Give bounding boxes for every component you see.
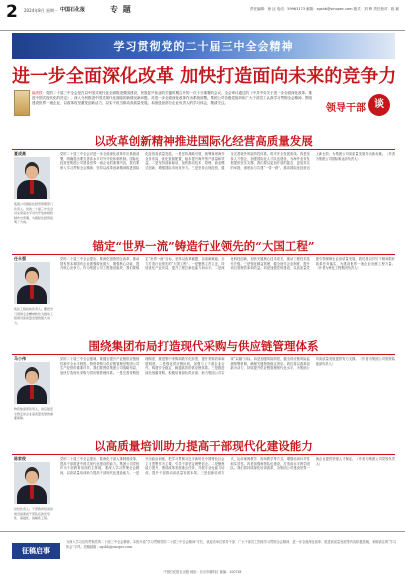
- column-logo: [322, 93, 394, 119]
- article-2-photo: [14, 262, 50, 304]
- banner-text: 学习贯彻党的二十届三中全会精神: [113, 40, 294, 53]
- article-3-caption: 物资装备部负责人。供应链安全稳定是企业高质量发展的重要保障。: [14, 407, 54, 421]
- article-1-photo: [14, 157, 50, 199]
- article-1-author: 夏成高: [14, 151, 26, 156]
- article-4-author: 陈家俊: [14, 456, 26, 461]
- article-3-photo: [14, 362, 50, 404]
- lead-image: [14, 90, 30, 116]
- call-for-papers-text: 为深入学习宣传贯彻党的二十届三中全会精神，本报开设“学习贯彻党的二十届三中全会精神”专栏，欢迎各单位领导干部、广大干部员工围绕学习贯彻全会精神、进一步全面深化改革、推进高质量发展等内容积极投稿，来稿请注明“学习体会”字样。投稿邮箱：zgshb@sinopec.com: [66, 540, 397, 549]
- page-headline: 进一步全面深化改革 加快打造面向未来的竞争力: [12, 66, 397, 87]
- page-number: 2: [6, 2, 18, 22]
- article-2-title: 锚定“世界一流”铸造行业领先的“大国工程”: [92, 239, 315, 253]
- article-3-body: 党的二十届三中全会强调，要健全提升产业链供应链韧性和安全水平制度。物资采购与供应链管理是集团公司生产经营的重要环节。我们要围绕集团公司战略布局，加快打造现代采购与供应链管理体系。一是完善采购管理制度，推进集中采购和数字化转型，提升采购效率和透明度。二是强化供应链协同，加强与上下游企业合作，构建安全稳定、畅通高效的供应链体系。三是推进绿色低碳采购，积极培育绿色供应商，助力集团公司实现“双碳”目标。四是加强风险防控，健全供应链风险监测预警机制，确保关键物资稳定供应。我们将以改革创新为动力，持续提升供应链管理现代化水平，为集团公司高质量发展提供有力支撑。（作者为集团公司物资装备部负责人）: [60, 357, 395, 375]
- article-1-title: 以改革创新精神推进国际化经营高质量发展: [94, 134, 313, 148]
- article-1-body: 党的二十届三中全会对进一步全面深化改革作出系统部署，明确提出要完善高水平对外开放体制机制。国际化经营是集团公司建设世界一流企业的重要内容，我们要深入学习贯彻全会精神，坚持以改革创新精神推进国际化经营高质量发展。一是坚持战略引领，统筹谋划海外业务布局，优化资源配置，稳步提升海外资产质量和效益。二是坚持创新驱动，加快推动技术、管理、商业模式创新，增强国际市场竞争力。三是坚持合规经营，健全完善境外风险防控体系，筑牢安全发展底线。四是坚持人才强企，加强国际化人才队伍建设，为海外业务发展提供坚实支撑。我们要以更加开放的姿态、更加务实的举措，深度参与共建“一带一路”，推动国际化经营迈上新台阶，为集团公司高质量发展作出新贡献。（作者为集团公司国际事业部负责人）: [60, 152, 395, 170]
- article-2-body: 党的二十届三中全会提出，要深化国资国企改革，推动国有资本和国有企业做强做优做大，增强核心功能，提升核心竞争力。作为集团公司工程建设板块，我们要锚定“世界一流”目标，坚持以改革破题、以创新赋能，全力打造行业领先的“大国工程”。一是聚焦主责主业，持续优化产业布局，提升工程总承包能力和水平。二是深化科技创新，加快关键核心技术攻关，推动工程技术迭代升级。三是强化精益管理，健全现代企业制度，提升项目管理效率和效益。四是加强党的建设，以高质量党建引领保障企业高质量发展。我们将以钉钉子精神抓好改革任务落实，为建设世界一流企业贡献工程力量。（作者为炼化工程集团负责人）: [60, 257, 395, 270]
- editor-note-text: 党的二十届三中全会是在以中国式现代化全面推进强国建设、民族复兴伟业的关键时期召开的一次十分重要的会议。全会审议通过的《中共中央关于进一步全面深化改革、推进中国式现代化的决定》，深入分析推进中国式现代化面临的新情况新问题，对进一步全面深化改革作出系统部署。集团公司各级党组织和广大干部员工认真学习贯彻全会精神，围绕建设世界一流企业，以改革攻坚激发创新活力，以实干担当推动高质量发展。本版选登部分企业负责人的学习体会，敬请关注。: [32, 91, 312, 106]
- article-4-title: 以高质量培训助力提高干部现代化建设能力: [94, 439, 313, 453]
- editor-note-label: 编者按：: [32, 91, 46, 95]
- theme-banner: [12, 33, 395, 59]
- call-for-papers-tag: 征稿启事: [12, 543, 60, 559]
- article-4-body: 党的二十届三中全会提出，要深化干部人事制度改革，提高干部推进中国式现代化建设的能力。集团公司党校作为干部教育培训的主阵地，要深入学习贯彻全会精神，以高质量培训助力提高干部现代化建设能力。一是突出政治训练，把学习贯彻习近平新时代中国特色社会主义思想作为主课，引导干部坚定理想信念。二是聚焦能力提升，围绕改革发展重点任务，开展专业化能力培训，提升干部推动高质量发展本领。三是创新培训方式，运用案例教学、现场教学等方式，增强培训针对性和实效性。四是加强师资队伍建设，打造高水平教学团队。我们将持续深化培训改革，为集团公司建设世界一流企业提供坚强人才保证。（作者为集团公司党校负责人）: [60, 457, 395, 475]
- article-4-rule: [12, 454, 395, 455]
- column-logo-text: 领导干部: [326, 103, 366, 114]
- paper-name: 中国石化报: [60, 7, 86, 13]
- article-2-caption: 炼化工程板块负责人。要把学习贯彻全会精神转化为推动工程建设高质量发展的强大动力。: [14, 307, 54, 325]
- article-3-title: 围绕集团布局打造现代采购与供应链管理体系: [88, 339, 319, 353]
- article-4-photo: [14, 462, 50, 504]
- masthead: [0, 0, 405, 31]
- article-2-rule: [12, 254, 395, 255]
- publisher-line: 中国石化报社出版 地址：北京市朝阳区 邮编：100728: [163, 570, 242, 574]
- footer: [0, 531, 405, 575]
- section-name: 专 题: [110, 5, 132, 14]
- issue-date: 2024年8月 星期一: [24, 8, 58, 13]
- article-1-rule: [12, 149, 395, 150]
- article-3-rule: [12, 354, 395, 355]
- article-4-caption: 党校负责人。干部教育培训是建设高素质干部队伍的先导性、基础性、战略性工程。: [14, 507, 54, 521]
- column-logo-seal: 谈: [368, 94, 390, 116]
- editor-note: [32, 91, 312, 107]
- article-2-author: 任永强: [14, 256, 26, 261]
- article-1-caption: 集团公司国际化经营管理部门负责人。党的二十届三中全会对完善高水平对外开放体制机制作出部署，为国际化经营指明了方向。: [14, 202, 54, 225]
- article-3-author: 马小伟: [14, 356, 26, 361]
- editor-info: 责任编辑：徐 达 电话：59963173 邮箱：zgshb@sinopec.com 版式：刘 晖 责任校对：段 颖: [250, 7, 399, 11]
